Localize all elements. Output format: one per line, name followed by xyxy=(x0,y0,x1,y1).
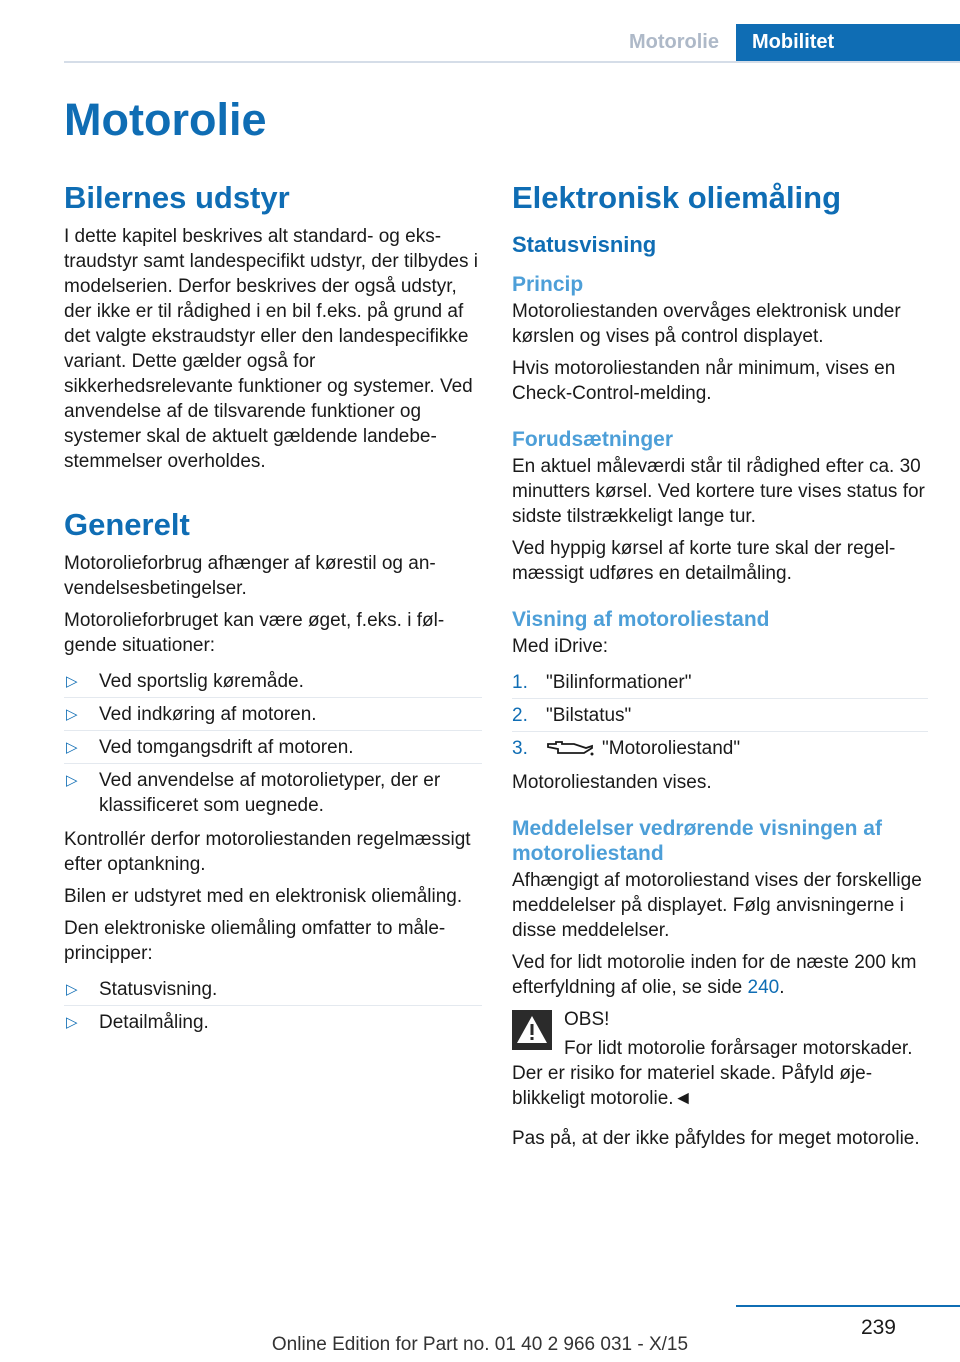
section-heading-equipment: Bilernes udstyr xyxy=(64,180,290,215)
principle-paragraph-2: Hvis motoroliestanden når minimum, vises en Check-Control-melding. xyxy=(512,358,896,404)
triangle-right-icon: ▷ xyxy=(66,981,78,998)
list-item: ▷ Detailmåling. xyxy=(64,1005,482,1038)
general-paragraph-2: Motorolieforbruget kan være øget, f.eks. i følgende situationer: xyxy=(64,610,445,656)
list-item: 2. "Bilstatus" xyxy=(512,698,928,731)
footer-rule xyxy=(736,1305,960,1307)
page-title: Motorolie xyxy=(64,94,267,145)
list-item: ▷ Ved anvendelse af motorolietyper, der er klassificeret som uegnede. xyxy=(64,763,482,821)
subheading-display-oil-level: Visning af motoroliestand xyxy=(512,608,770,631)
equipment-text: I dette kapitel beskrives alt standard- og ekstraudstyr samt landespecifikt udstyr, der tilbydes i modelserien. Derfor beskrives der også udstyr, der ikke er til rådighed i en bil f.eks. på grund af det valgte ekstraudstyr eller den landespecifikke variant. Dette gælder også for sikkerhedsrelevante funktioner og systemer. Ved anvendelse af de tilsvarende funktioner og systemer skal de aktuelt gældende landebestemmelser overholdes. xyxy=(64,226,478,472)
list-item: 1. "Bilinformationer" xyxy=(512,672,692,693)
final-paragraph: Pas på, at der ikke påfyldes for meget motorolie. xyxy=(512,1128,920,1149)
warning-title: OBS! xyxy=(564,1009,610,1030)
triangle-right-icon: ▷ xyxy=(66,1014,78,1031)
idrive-steps-list xyxy=(512,666,928,764)
right-column xyxy=(512,180,928,1158)
oil-can-icon xyxy=(546,739,594,759)
subheading-prerequisites: Forudsætninger xyxy=(512,428,673,451)
subheading-status-display: Statusvisning xyxy=(512,232,657,257)
subheading-principle: Princip xyxy=(512,273,584,296)
triangle-right-icon: ▷ xyxy=(66,772,78,789)
consumption-situations-list xyxy=(64,665,482,821)
measuring-principles-list xyxy=(64,973,482,1038)
idrive-intro: Med iDrive: xyxy=(512,636,609,657)
prerequisites-paragraph-1: En aktuel måleværdi står til rådighed efter ca. 30 minutters kørsel. Ved kortere ture vises status for sidste tilstrækkeligt lange tur. xyxy=(512,456,925,527)
chapter-tab[interactable]: Mobilitet xyxy=(736,24,960,61)
general-paragraph-4: Bilen er udstyret med en elektronisk oliemåling. xyxy=(64,886,463,907)
section-tab[interactable]: Motorolie xyxy=(629,31,719,53)
warning-triangle-icon xyxy=(512,1010,552,1050)
list-item: ▷ Statusvisning. xyxy=(66,979,218,1000)
triangle-right-icon: ▷ xyxy=(66,673,78,690)
warning-notice xyxy=(512,1007,928,1032)
list-item: 3. "Motoroliestand" xyxy=(512,731,928,764)
warning-text: For lidt motorolie forårsager motorskader. Der er risiko for materiel skade. Påfyld øjeblikkeligt motorolie.◄ xyxy=(512,1038,913,1109)
triangle-right-icon: ▷ xyxy=(66,739,78,756)
list-item: ▷ Ved indkøring af motoren. xyxy=(64,697,482,730)
triangle-right-icon: ▷ xyxy=(66,706,78,723)
list-item: ▷ Ved tomgangsdrift af motoren. xyxy=(64,730,482,763)
list-item: ▷ Ved sportslig køremåde. xyxy=(66,671,304,692)
messages-paragraph-1: Afhængigt af motoroliestand vises der forskellige meddelelser på displayet. Følg anvisningerne i disse meddelelser. xyxy=(512,870,922,941)
header-rule xyxy=(64,61,960,63)
subheading-messages: Meddelelser vedrørende visningen af motoroliestand xyxy=(512,817,882,865)
page-number: 239 xyxy=(860,1316,896,1339)
section-heading-electronic-oil: Elektronisk oliemåling xyxy=(512,180,842,215)
left-column xyxy=(64,180,482,1044)
page-reference-link[interactable]: 240 xyxy=(747,977,780,998)
principle-paragraph-1: Motoroliestanden overvåges elektronisk under kørslen og vises på control displayet. xyxy=(512,301,901,347)
general-paragraph-1: Motorolieforbrug afhænger af kørestil og anvendelsesbetingelser. xyxy=(64,553,436,599)
section-heading-general: Generelt xyxy=(64,507,190,542)
general-paragraph-5: Den elektroniske oliemåling omfatter to måleprincipper: xyxy=(64,918,446,964)
prerequisites-paragraph-2: Ved hyppig kørsel af korte ture skal der regelmæssigt udføres en detailmåling. xyxy=(512,538,896,584)
messages-paragraph-2: Ved for lidt motorolie inden for de næste 200 km efterfyldning af olie, se side 240. xyxy=(512,952,917,998)
general-paragraph-3: Kontrollér derfor motoroliestanden regelmæssigt efter optankning. xyxy=(64,829,471,875)
display-result: Motoroliestanden vises. xyxy=(512,772,712,793)
edition-footer: Online Edition for Part no. 01 40 2 966 031 - X/15 xyxy=(271,1334,689,1355)
